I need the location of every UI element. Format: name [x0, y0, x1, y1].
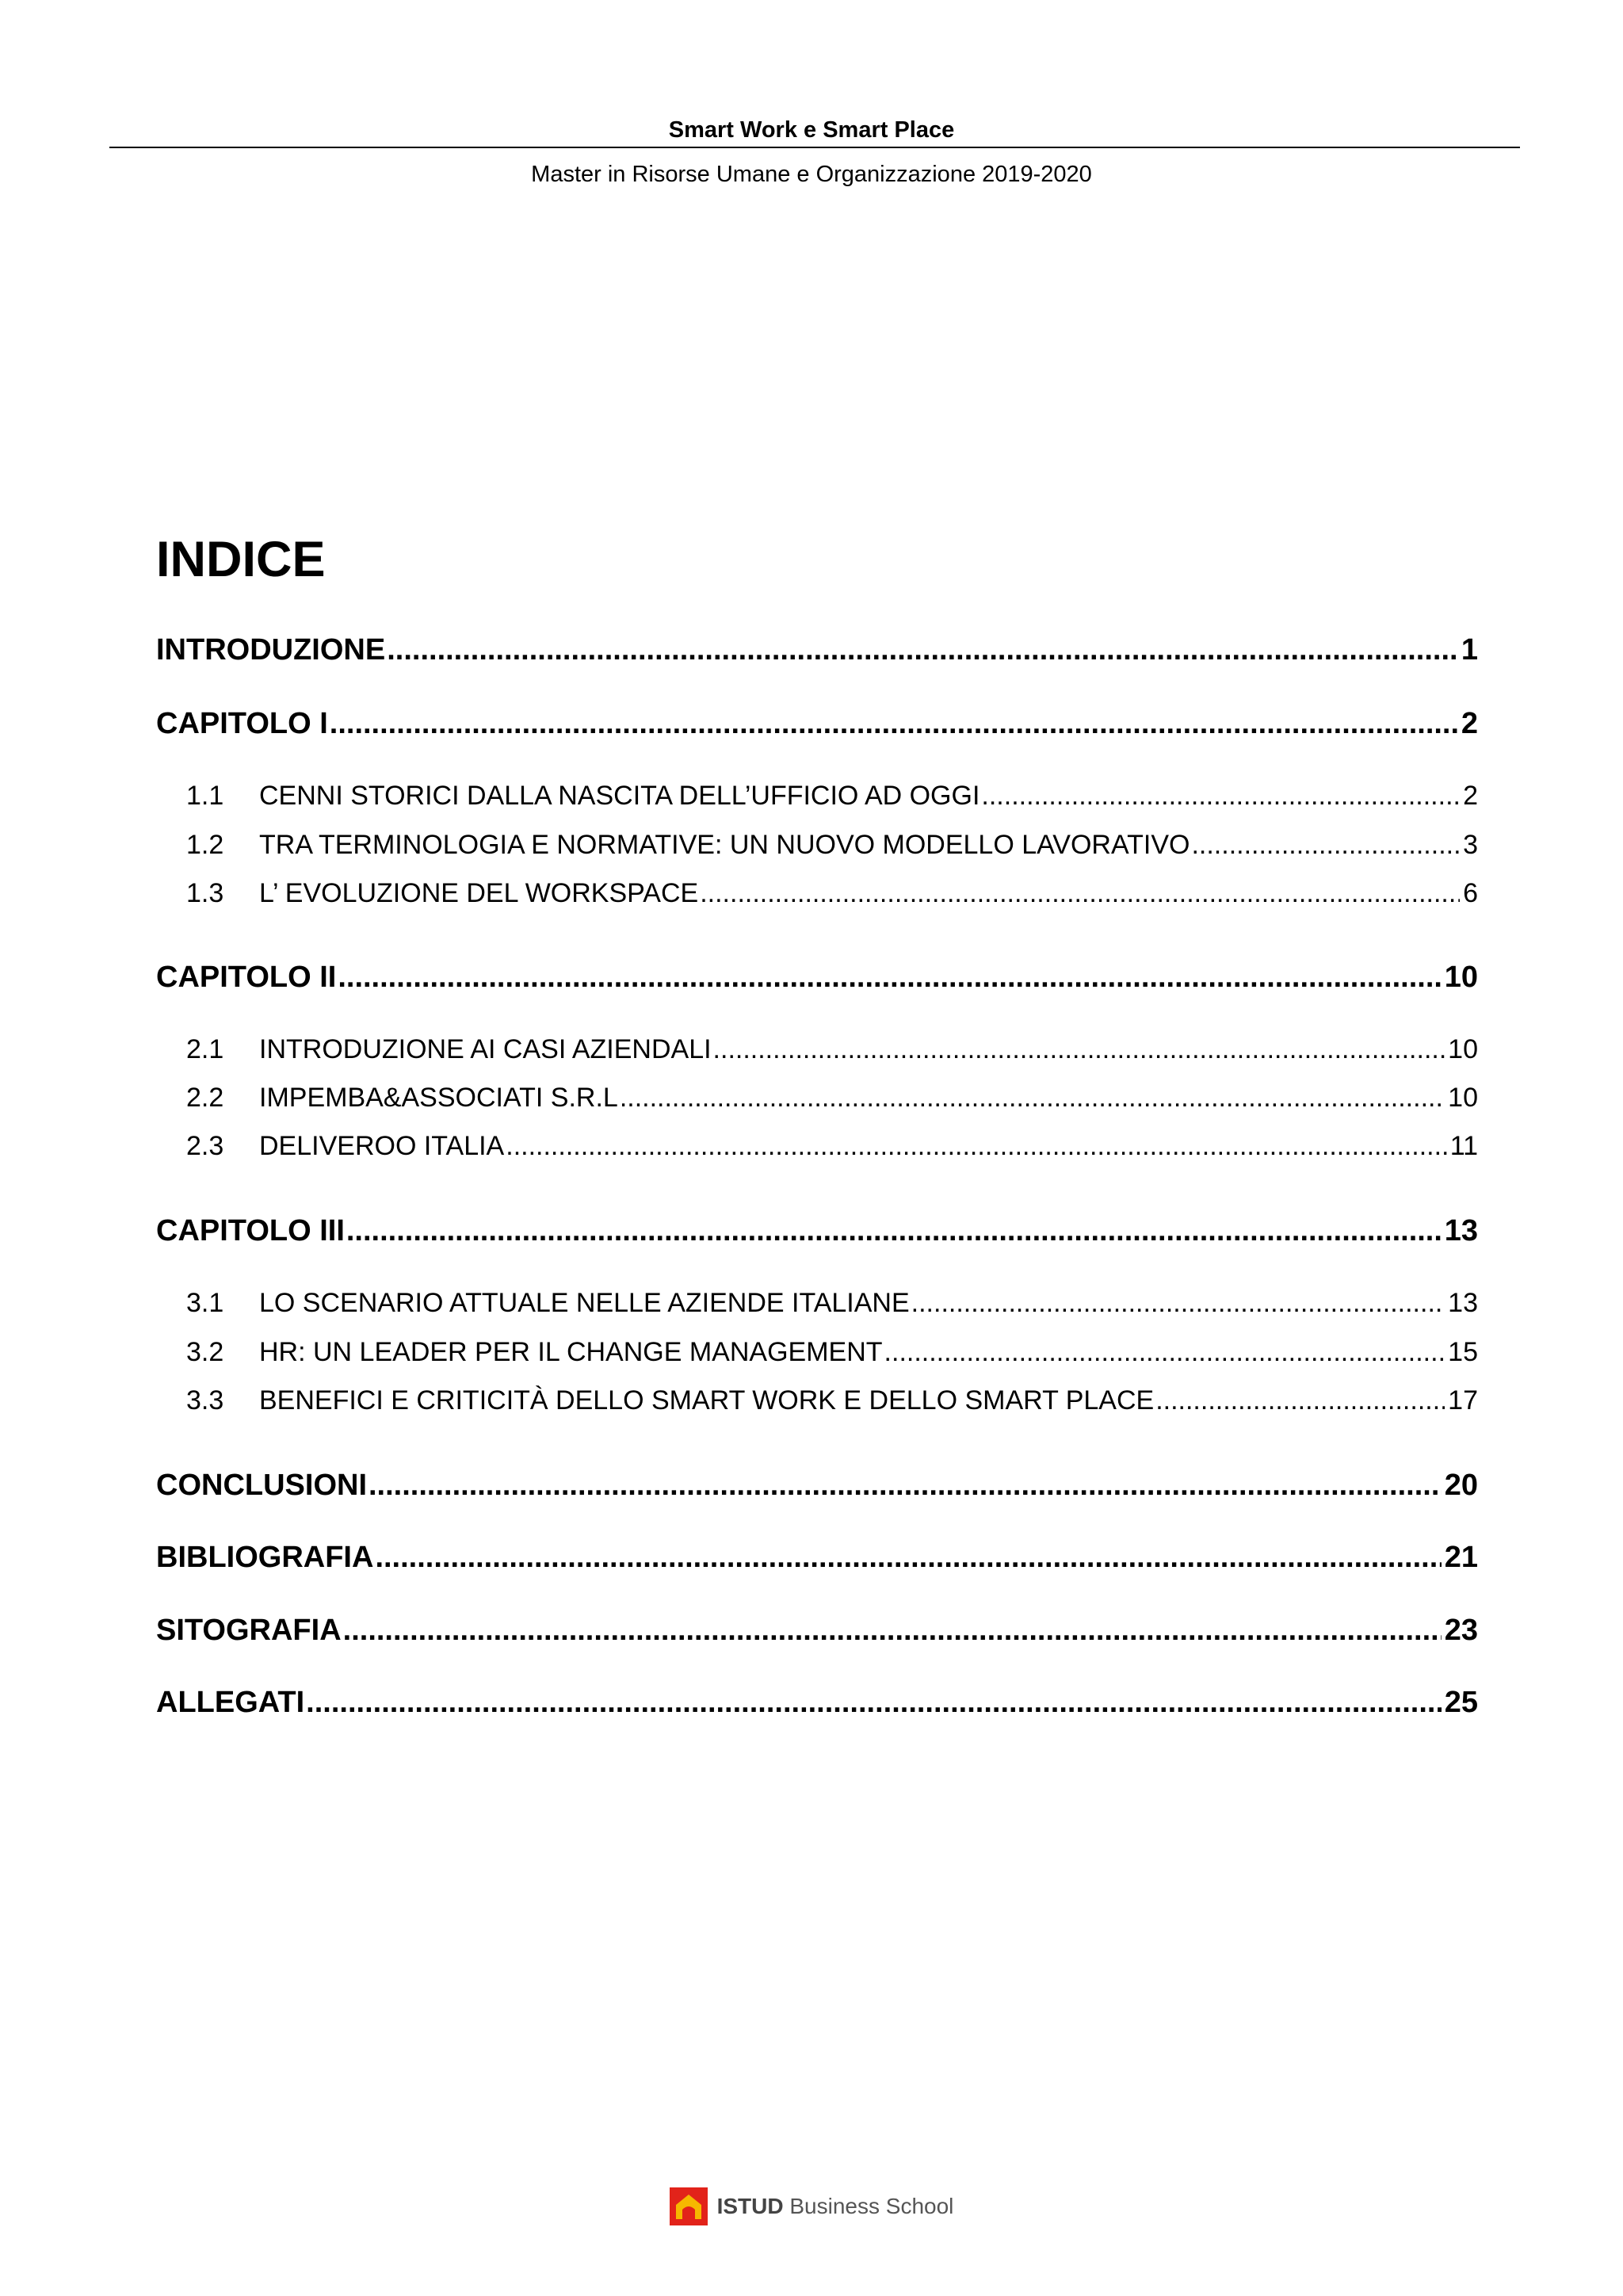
toc-entry-page: 13: [1444, 1214, 1478, 1247]
toc-entry-label: SITOGRAFIA: [156, 1614, 342, 1647]
toc-entry-page: 1: [1461, 633, 1478, 667]
toc-entry-label: CAPITOLO I: [156, 707, 328, 740]
toc-entry-page: 20: [1444, 1469, 1478, 1502]
toc-entry-label: HR: UN LEADER PER IL CHANGE MANAGEMENT: [259, 1337, 883, 1367]
toc-entry-number: 1.2: [186, 830, 224, 860]
toc-entry-2-2[interactable]: [156, 1080, 1478, 1115]
toc-dot-leader: [330, 705, 1458, 743]
toc-entry-3-2[interactable]: [156, 1335, 1478, 1370]
logo-brand: ISTUD: [716, 2194, 784, 2218]
toc-dot-leader: [506, 1129, 1446, 1163]
logo-wordmark: [717, 2187, 954, 2225]
toc-dot-leader: [387, 631, 1458, 669]
toc-entry-conclusioni[interactable]: [156, 1466, 1478, 1504]
toc-entry-page: 21: [1444, 1541, 1478, 1574]
toc-entry-label: CAPITOLO III: [156, 1214, 345, 1247]
footer-logo: [0, 2187, 1623, 2225]
toc-entry-page: 3: [1463, 830, 1478, 860]
toc-title: INDICE: [156, 532, 326, 587]
toc-dot-leader: [346, 1212, 1442, 1250]
toc-dot-leader: [911, 1286, 1445, 1320]
toc-entry-label: ALLEGATI: [156, 1686, 305, 1719]
istud-house-logo-icon: [670, 2187, 708, 2225]
running-header-subtitle: Master in Risorse Umane e Organizzazione 2019-2020: [531, 162, 1092, 187]
toc-entry-capitolo-2[interactable]: [156, 958, 1478, 996]
toc-dot-leader: [981, 778, 1460, 813]
toc-dot-leader: [306, 1683, 1442, 1721]
toc-dot-leader: [375, 1538, 1441, 1576]
toc-entry-number: 3.2: [186, 1337, 224, 1367]
toc-entry-label: CENNI STORICI DALLA NASCITA DELL’UFFICIO AD OGGI: [259, 781, 980, 811]
toc-dot-leader: [369, 1466, 1442, 1504]
toc-entry-label: CAPITOLO II: [156, 961, 337, 994]
toc-entry-label: IMPEMBA&ASSOCIATI S.R.L: [259, 1083, 618, 1113]
toc-entry-introduzione[interactable]: [156, 631, 1478, 669]
toc-entry-1-2[interactable]: [156, 827, 1478, 862]
toc-dot-leader: [700, 876, 1460, 911]
toc-entry-label: L’ EVOLUZIONE DEL WORKSPACE: [259, 878, 699, 908]
toc-entry-label: INTRODUZIONE: [156, 633, 386, 667]
toc-entry-page: 11: [1449, 1131, 1478, 1161]
toc-entry-1-1[interactable]: [156, 778, 1478, 813]
toc-dot-leader: [713, 1032, 1445, 1067]
toc-entry-bibliografia[interactable]: [156, 1538, 1478, 1576]
running-header-title: Smart Work e Smart Place: [668, 117, 955, 143]
toc-entry-page: 2: [1463, 781, 1478, 811]
toc-entry-sitografia[interactable]: [156, 1611, 1478, 1649]
toc-entry-page: 13: [1448, 1288, 1478, 1318]
toc-entry-number: 1.1: [186, 781, 224, 811]
toc-entry-3-3[interactable]: [156, 1383, 1478, 1418]
toc-entry-page: 25: [1444, 1686, 1478, 1719]
toc-dot-leader: [1191, 827, 1460, 862]
toc-dot-leader: [1155, 1383, 1445, 1418]
toc-dot-leader: [338, 958, 1441, 996]
toc-dot-leader: [884, 1335, 1445, 1370]
toc-entry-capitolo-3[interactable]: [156, 1212, 1478, 1250]
toc-entry-page: 23: [1444, 1614, 1478, 1647]
toc-entry-page: 17: [1448, 1385, 1478, 1415]
toc-dot-leader: [620, 1080, 1445, 1115]
toc-entry-page: 10: [1444, 961, 1478, 994]
toc-entry-number: 2.2: [186, 1083, 224, 1113]
toc-entry-page: 10: [1448, 1034, 1478, 1064]
toc-entry-page: 10: [1448, 1083, 1478, 1113]
toc-entry-allegati[interactable]: [156, 1683, 1478, 1721]
toc-entry-label: BIBLIOGRAFIA: [156, 1541, 374, 1574]
toc-entry-label: INTRODUZIONE AI CASI AZIENDALI: [259, 1034, 712, 1064]
toc-entry-label: DELIVEROO ITALIA: [259, 1131, 505, 1161]
toc-entry-page: 2: [1461, 707, 1478, 740]
logo-brand-suffix: Business School: [789, 2194, 954, 2218]
toc-entry-2-1[interactable]: [156, 1032, 1478, 1067]
toc-entry-1-3[interactable]: [156, 876, 1478, 911]
toc-entry-capitolo-1[interactable]: [156, 705, 1478, 743]
toc-entry-page: 15: [1448, 1337, 1478, 1367]
header-divider: [109, 147, 1520, 148]
toc-entry-number: 2.3: [186, 1131, 224, 1161]
toc-entry-number: 2.1: [186, 1034, 224, 1064]
toc-entry-label: BENEFICI E CRITICITÀ DELLO SMART WORK E DELLO SMART PLACE: [259, 1385, 1155, 1415]
toc-entry-label: TRA TERMINOLOGIA E NORMATIVE: UN NUOVO MODELLO LAVORATIVO: [259, 830, 1190, 860]
toc-entry-3-1[interactable]: [156, 1286, 1478, 1320]
toc-dot-leader: [343, 1611, 1442, 1649]
toc-entry-label: LO SCENARIO ATTUALE NELLE AZIENDE ITALIANE: [259, 1288, 910, 1318]
toc-entry-page: 6: [1463, 878, 1478, 908]
toc-entry-number: 1.3: [186, 878, 224, 908]
toc-entry-2-3[interactable]: [156, 1129, 1478, 1163]
logo-house-door: [682, 2206, 695, 2219]
toc-entry-number: 3.1: [186, 1288, 224, 1318]
toc-entry-label: CONCLUSIONI: [156, 1469, 367, 1502]
toc-entry-number: 3.3: [186, 1385, 224, 1415]
